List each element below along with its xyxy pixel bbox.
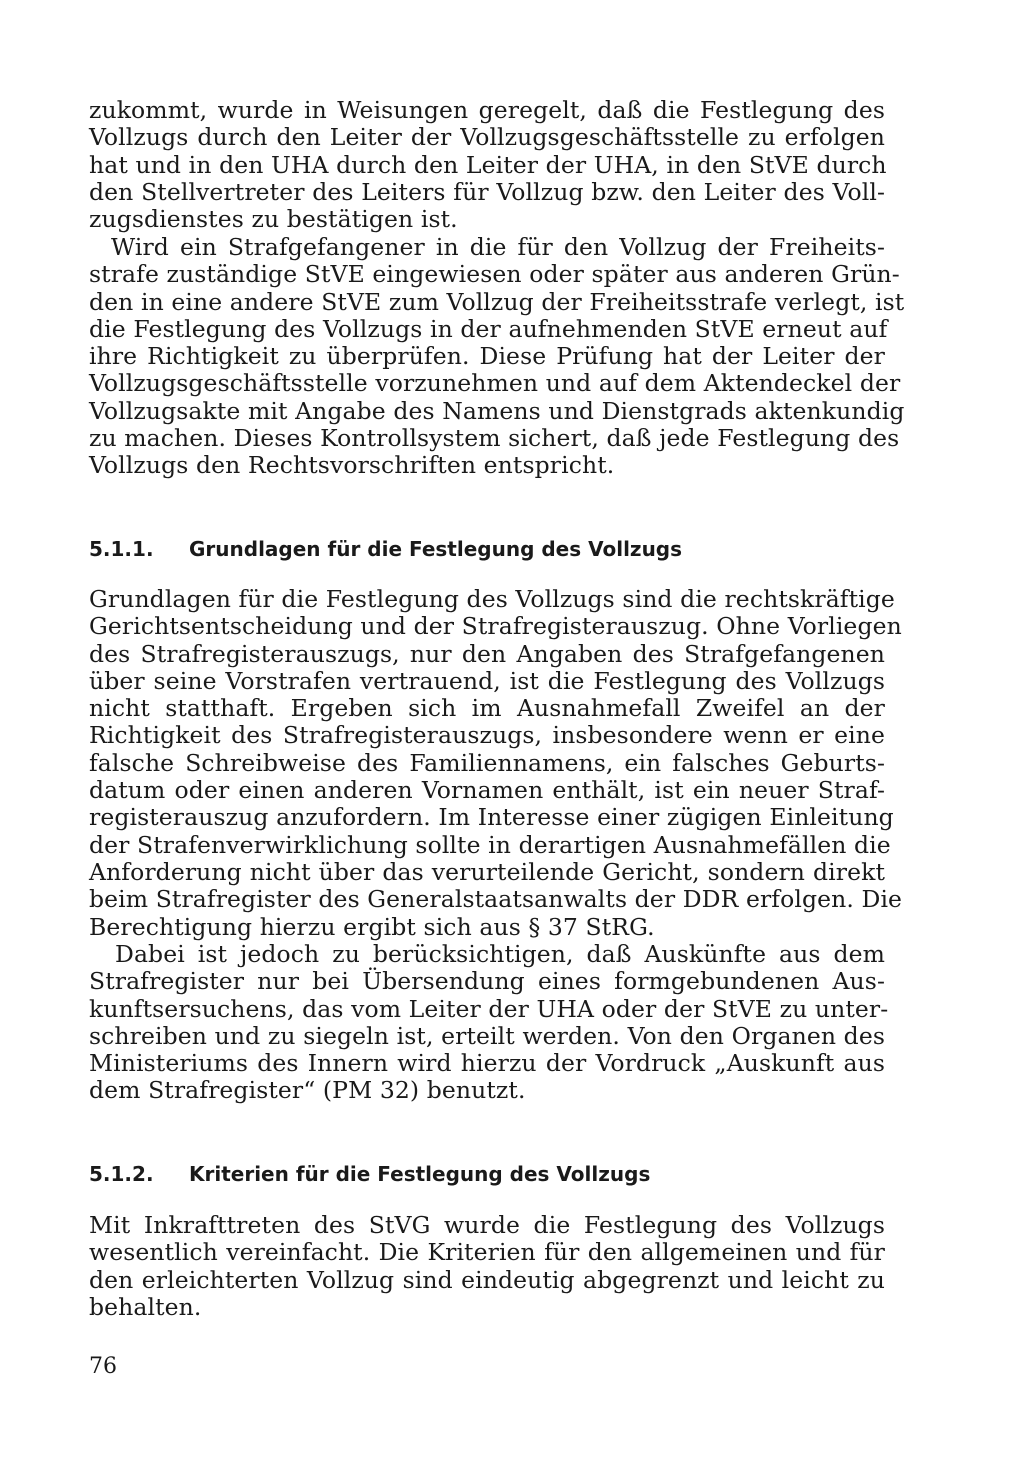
text-line: schreiben und zu siegeln ist, erteilt werden. Von den Organen des — [89, 1021, 885, 1050]
text-line: Richtigkeit des Strafregisterauszugs, insbesondere wenn er eine — [89, 721, 885, 750]
text-line: den erleichterten Vollzug sind eindeutig abgegrenzt und leicht zu — [89, 1265, 885, 1294]
text-line: zugsdienstes zu bestätigen ist. — [89, 205, 458, 234]
text-line: über seine Vorstrafen vertrauend, ist die Festlegung des Vollzugs — [89, 666, 885, 695]
page-number: 76 — [89, 1354, 117, 1379]
text-line: des Strafregisterauszugs, nur den Angaben des Strafgefangenen — [89, 639, 885, 668]
text-line: wesentlich vereinfacht. Die Kriterien für den allgemeinen und für — [89, 1238, 885, 1267]
section-title: Grundlagen für die Festlegung des Vollzugs — [189, 537, 683, 561]
text-line: registerauszug anzufordern. Im Interesse einer zügigen Einleitung — [89, 803, 894, 832]
paragraph — [89, 585, 903, 941]
section-heading — [89, 1161, 650, 1187]
text-line: Mit Inkrafttreten des StVG wurde die Festlegung des Vollzugs — [89, 1211, 885, 1239]
section-number: 5.1.1. — [89, 537, 154, 561]
text-line: zu machen. Dieses Kontrollsystem sichert, daß jede Festlegung des — [89, 424, 900, 453]
text-line: der Strafenverwirklichung sollte in derartigen Ausnahmefällen die — [89, 830, 891, 859]
text-line: nicht statthaft. Ergeben sich im Ausnahmefall Zweifel an der — [89, 694, 885, 723]
text-line: behalten. — [89, 1292, 202, 1321]
text-line: Vollzugs durch den Leiter der Vollzugsgeschäftsstelle zu erfolgen — [89, 123, 885, 152]
text-line: Gerichtsentscheidung und der Strafregisterauszug. Ohne Vorliegen — [89, 612, 902, 641]
text-line: datum oder einen anderen Vornamen enthält, ist ein neuer Straf- — [89, 776, 885, 805]
section-heading — [89, 536, 682, 562]
text-line: Vollzugsgeschäftsstelle vorzunehmen und auf dem Aktendeckel der — [89, 369, 901, 398]
text-line: kunftsersuchens, das vom Leiter der UHA oder der StVE zu unter- — [89, 994, 889, 1023]
text-line: beim Strafregister des Generalstaatsanwalts der DDR erfolgen. Die — [89, 885, 903, 914]
text-line: den in eine andere StVE zum Vollzug der Freiheitsstrafe verlegt, ist — [89, 287, 905, 316]
section-number: 5.1.2. — [89, 1162, 154, 1186]
text-line: den Stellvertreter des Leiters für Vollzug bzw. den Leiter des Voll- — [89, 177, 885, 206]
paragraph — [89, 233, 905, 480]
paragraph — [89, 940, 889, 1105]
text-line: Strafregister nur bei Übersendung eines formgebundenen Aus- — [89, 967, 885, 996]
text-line: zukommt, wurde in Weisungen geregelt, daß die Festlegung des — [89, 96, 885, 124]
text-line: falsche Schreibweise des Familiennamens, ein falsches Geburts- — [89, 748, 885, 777]
text-line: Berechtigung hierzu ergibt sich aus § 37 StRG. — [89, 912, 655, 941]
paragraph — [89, 97, 885, 233]
text-line: die Festlegung des Vollzugs in der aufnehmenden StVE erneut auf — [89, 314, 888, 343]
text-line: Grundlagen für die Festlegung des Vollzugs sind die rechtskräftige — [89, 585, 895, 613]
text-line: ihre Richtigkeit zu überprüfen. Diese Prüfung hat der Leiter der — [89, 342, 885, 371]
paragraph — [89, 1212, 885, 1321]
section-title: Kriterien für die Festlegung des Vollzugs — [189, 1162, 651, 1186]
text-line: Dabei ist jedoch zu berücksichtigen, daß Auskünfte aus dem — [115, 940, 885, 968]
text-line: dem Strafregister“ (PM 32) benutzt. — [89, 1076, 526, 1105]
text-line: Vollzugsakte mit Angabe des Namens und Dienstgrads aktenkundig — [89, 396, 905, 425]
text-line: Wird ein Strafgefangener in die für den Vollzug der Freiheits- — [111, 233, 885, 261]
text-line: hat und in den UHA durch den Leiter der UHA, in den StVE durch — [89, 150, 887, 179]
text-line: strafe zuständige StVE eingewiesen oder später aus anderen Grün- — [89, 260, 900, 289]
text-line: Anforderung nicht über das verurteilende Gericht, sondern direkt — [89, 857, 885, 886]
text-line: Vollzugs den Rechtsvorschriften entspricht. — [89, 451, 615, 480]
text-line: Ministeriums des Innern wird hierzu der Vordruck „Auskunft aus — [89, 1049, 885, 1078]
